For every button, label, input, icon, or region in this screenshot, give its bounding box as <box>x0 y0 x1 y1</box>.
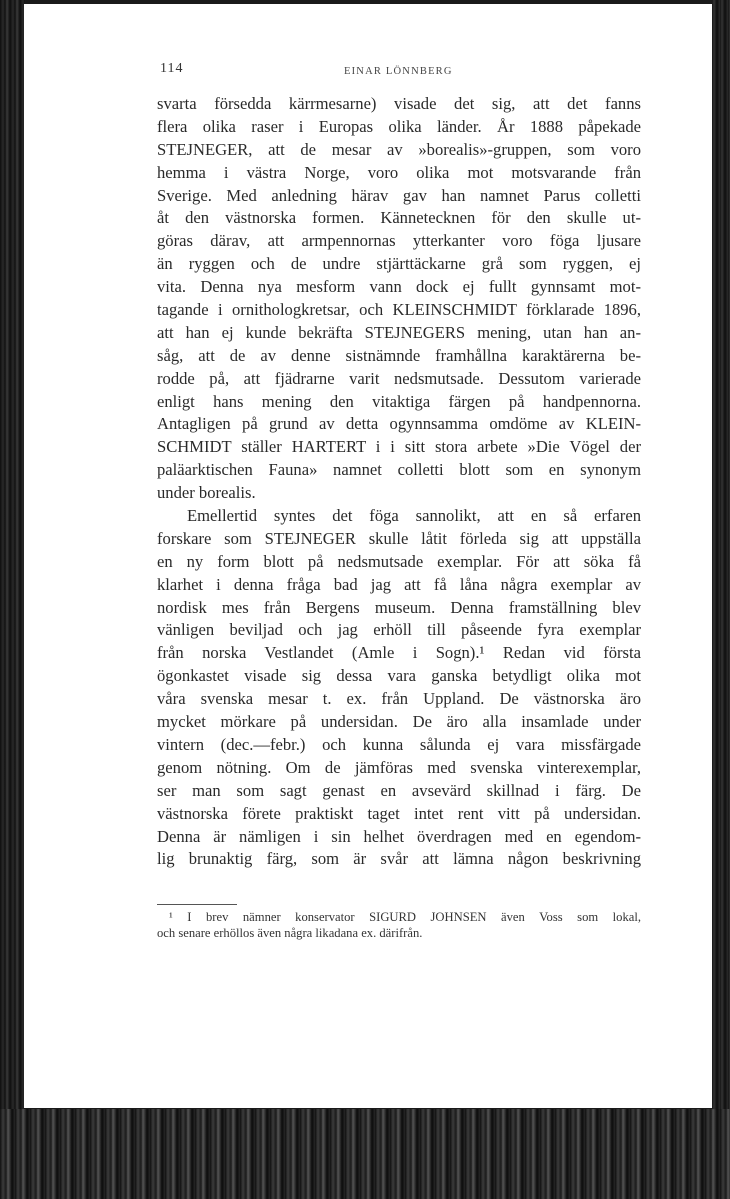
body-line: än ryggen och de undre stjärttäckarne grå som ryggen, ej <box>157 254 641 274</box>
body-line: svarta försedda kärrmesarne) visade det sig, att det fanns <box>157 94 641 113</box>
book-page <box>24 4 712 1108</box>
body-line: våra svenska mesar t. ex. från Uppland. De västnorska äro <box>157 689 641 709</box>
page-header <box>24 61 712 81</box>
body-line: under borealis. <box>157 483 256 503</box>
footnote-divider <box>157 904 237 905</box>
body-line: att han ej kunde bekräfta STEJNEGERS mening, utan han an- <box>157 322 641 342</box>
body-line: forskare som STEJNEGER skulle låtit förleda sig att uppställa <box>157 528 641 548</box>
body-line: Denna är nämligen i sin helhet överdragen med en egendom- <box>157 826 641 846</box>
running-head: EINAR LÖNNBERG <box>344 66 453 77</box>
page-number: 114 <box>160 61 184 76</box>
body-line: SCHMIDT ställer HARTERT i i sitt stora arbete »Die Vögel der <box>157 437 641 457</box>
body-line: tagande i ornithologkretsar, och KLEINSCHMIDT förklarade 1896, <box>157 300 641 320</box>
body-line: vintern (dec.—febr.) och kunna sålunda ej vara missfärgade <box>157 734 641 754</box>
body-line: hemma i västra Norge, voro olika mot motsvarande från <box>157 162 641 182</box>
footnotes <box>157 909 641 941</box>
footnote-line: och senare erhöllos även några likadana ex. därifrån. <box>157 926 423 940</box>
body-line: mycket mörkare på undersidan. De äro alla insamlade under <box>157 712 641 732</box>
body-line: STEJNEGER, att de mesar av »borealis»-gruppen, som voro <box>157 139 641 159</box>
body-line: lig brunaktig färg, som är svår att lämna någon beskrivning <box>157 849 641 869</box>
body-line: klarhet i denna fråga bad jag att få låna några exemplar av <box>157 574 641 594</box>
body-line: genom nötning. Om de jämföras med svenska vinterexemplar, <box>157 757 641 777</box>
body-line: göras därav, att armpennornas ytterkanter voro föga ljusare <box>157 231 641 251</box>
body-line: Emellertid syntes det föga sannolikt, att en så erfaren <box>187 506 641 526</box>
body-line: flera olika raser i Europas olika länder. År 1888 påpekade <box>157 116 641 136</box>
scan-frame-left <box>0 0 26 1199</box>
body-line: Sverige. Med anledning härav gav han namnet Parus colletti <box>157 185 641 205</box>
footnote-line: ¹ I brev nämner konservator SIGURD JOHNSEN även Voss som lokal, <box>169 910 641 924</box>
body-line: ögonkastet visade sig dessa vara ganska betydligt olika mot <box>157 666 641 686</box>
body-line: nordisk mes från Bergens museum. Denna framställning blev <box>157 597 641 617</box>
body-line: åt den västnorska formen. Kännetecknen för den skulle ut- <box>157 208 641 228</box>
body-line: rodde på, att fjädrarne varit nedsmutsade. Dessutom varierade <box>157 368 641 388</box>
body-line: vita. Denna nya mesform vann dock ej fullt gynnsamt mot- <box>157 277 641 297</box>
body-line: från norska Vestlandet (Amle i Sogn).¹ Redan vid första <box>157 643 641 663</box>
body-text <box>157 93 641 871</box>
body-line: paläarktischen Fauna» namnet colletti blott som en synonym <box>157 460 641 480</box>
body-line: ser man som sagt genast en avsevärd skillnad i färg. De <box>157 780 641 800</box>
scan-frame-bottom <box>0 1109 730 1199</box>
body-line: Antagligen på grund av detta ogynnsamma omdöme av KLEIN- <box>157 414 641 434</box>
scan-frame-right <box>712 0 730 1199</box>
body-line: såg, att de av denne sistnämnde framhållna karaktärerna be- <box>157 345 641 365</box>
body-line: västnorska förete praktiskt taget intet rent vitt på undersidan. <box>157 803 641 823</box>
body-line: vänligen beviljad och jag erhöll till påseende fyra exemplar <box>157 620 641 640</box>
body-line: en ny form blott på nedsmutsade exemplar. För att söka få <box>157 551 641 571</box>
body-line: enligt hans mening den vitaktiga färgen på handpennorna. <box>157 391 641 411</box>
